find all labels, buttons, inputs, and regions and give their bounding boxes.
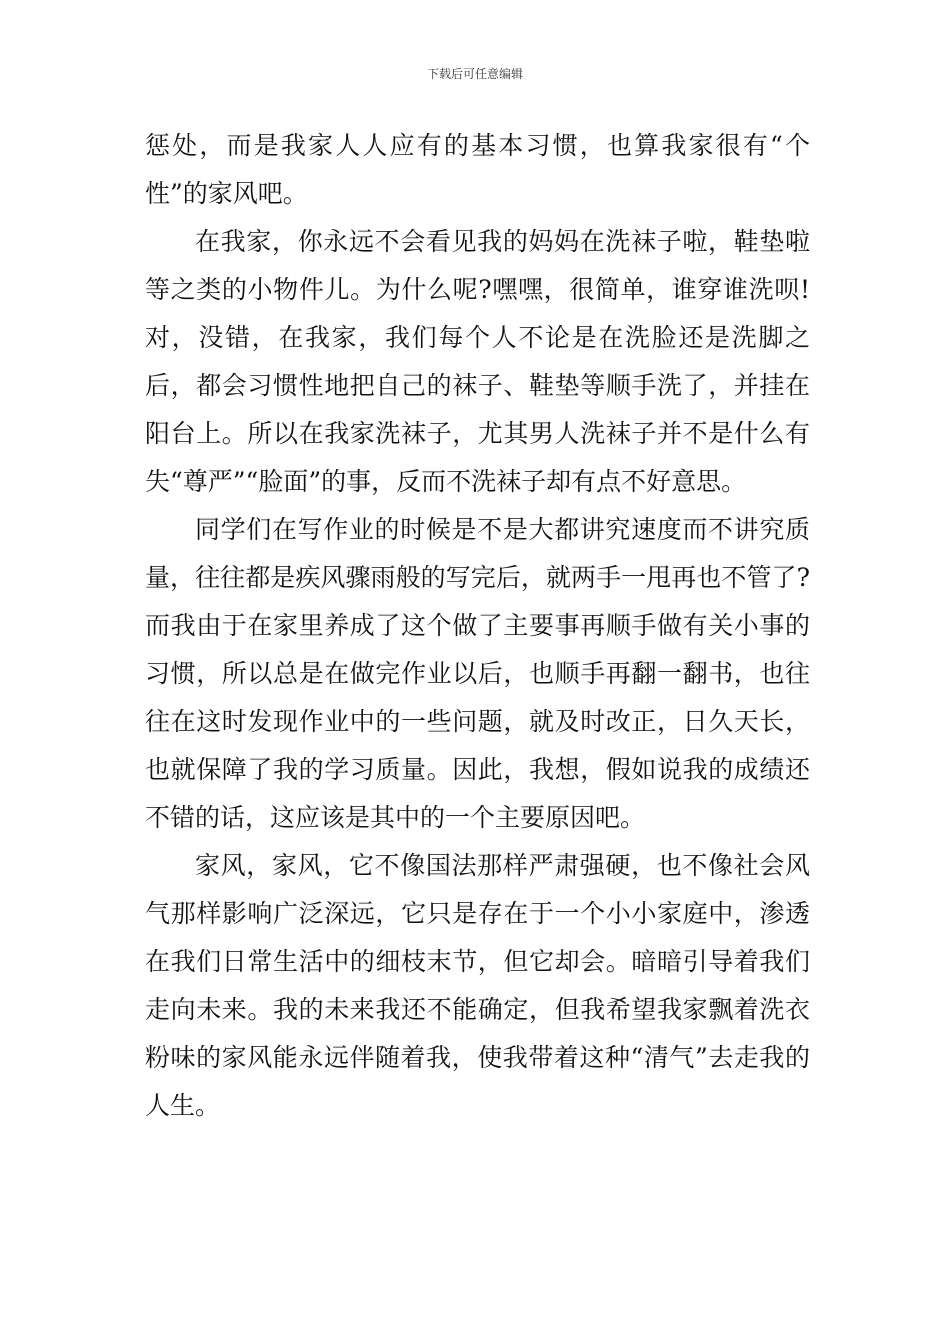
paragraph-3: 同学们在写作业的时候是不是大都讲究速度而不讲究质量，往往都是疾风骤雨般的写完后，就两手一甩再也不管了?而我由于在家里养成了这个做了主要事再顺手做有关小事的习惯，所以总是在做完作业以后，也顺手再翻一翻书，也往往在这时发现作业中的一些问题，就及时改正，日久天长，也就保障了我的学习质量。因此，我想，假如说我的成绩还不错的话，这应该是其中的一个主要原因吧。 bbox=[145, 515, 810, 832]
paragraph-2: 在我家，你永远不会看见我的妈妈在洗袜子啦，鞋垫啦等之类的小物件儿。为什么呢?嘿嘿，很简单，谁穿谁洗呗!对，没错，在我家，我们每个人不论是在洗脸还是洗脚之后，都会习惯性地把自己的袜子、鞋垫等顺手洗了，并挂在阳台上。所以在我家洗袜子，尤其男人洗袜子并不是什么有失“尊严”“脸面”的事，反而不洗袜子却有点不好意思。 bbox=[145, 227, 810, 496]
page-header: 下载后可任意编辑 bbox=[426, 67, 523, 81]
document-body bbox=[145, 122, 810, 1130]
paragraph-4: 家风，家风，它不像国法那样严肃强硬，也不像社会风气那样影响广泛深远，它只是存在于一个小小家庭中，渗透在我们日常生活中的细枝末节，但它却会。暗暗引导着我们走向未来。我的未来我还不能确定，但我希望我家飘着洗衣粉味的家风能永远伴随着我，使我带着这种“清气”去走我的人生。 bbox=[145, 851, 810, 1120]
paragraph-1: 惩处，而是我家人人应有的基本习惯，也算我家很有“个性”的家风吧。 bbox=[145, 131, 810, 208]
